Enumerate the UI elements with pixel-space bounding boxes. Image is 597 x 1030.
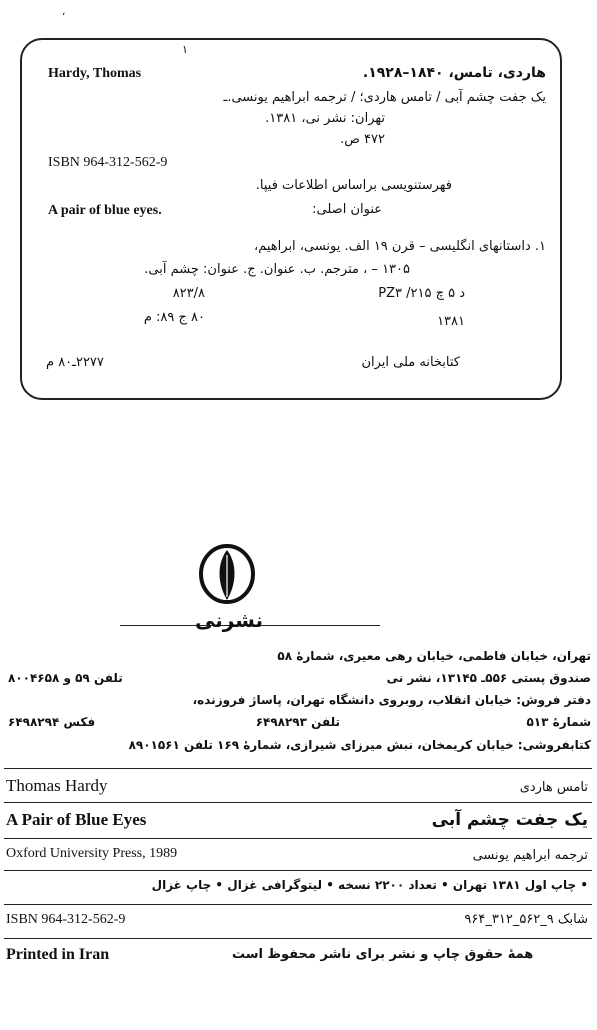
card-class-year: ۱۳۸۱ bbox=[437, 314, 465, 329]
translator-fa: ترجمه ابراهیم یونسی bbox=[472, 848, 588, 863]
publisher-address-2: صندوق پستی ۵۵۶ـ ۱۳۱۴۵، نشر نی bbox=[386, 671, 591, 685]
divider bbox=[4, 870, 592, 871]
card-library-name: کتابخانه ملی ایران bbox=[361, 355, 460, 370]
title-fa: یک جفت چشم آبی bbox=[431, 810, 588, 830]
card-isbn: ISBN 964-312-562-9 bbox=[48, 155, 168, 170]
card-library-number: ۲۲۷۷ـ۸۰ م bbox=[46, 355, 104, 370]
divider bbox=[4, 802, 592, 803]
imprint-author-row bbox=[4, 776, 592, 800]
isbn-en: ISBN 964-312-562-9 bbox=[6, 912, 126, 927]
card-title-fa: یک جفت چشم آبی / تامس هاردی؛ / ترجمه ابراهیم یونسی.ـ bbox=[223, 90, 546, 105]
card-class-suffix: ۸۰ ج ۸۹: م bbox=[143, 310, 205, 325]
catalog-card bbox=[20, 38, 562, 400]
printed-in-en: Printed in Iran bbox=[6, 946, 110, 963]
author-en: Thomas Hardy bbox=[6, 776, 108, 795]
publisher-fax: فکس ۶۴۹۸۲۹۴ bbox=[8, 715, 96, 729]
stray-mark: ، bbox=[62, 7, 66, 18]
author-fa: تامس هاردی bbox=[519, 780, 588, 795]
publisher-phone-1: تلفن ۵۹ و ۸۰۰۴۶۵۸ bbox=[8, 671, 123, 685]
isbn-fa: شابک ۹_۵۶۲_۳۱۲_۹۶۴ bbox=[464, 912, 588, 927]
publisher-address-1: تهران، خیابان فاطمی، خیابان رهی معیری، شمارهٔ ۵۸ bbox=[277, 649, 591, 663]
card-cip-note-fa: فهرستنویسی براساس اطلاعات فیپا. bbox=[255, 178, 452, 193]
imprint-print-row bbox=[4, 878, 592, 900]
card-original-title-label-fa: عنوان اصلی: bbox=[312, 202, 382, 217]
publisher-bookstore: کتابفروشی: خیابان کریمخان، نبش میرزای شیرازی، شمارهٔ ۱۶۹ تلفن ۸۹۰۱۵۶۱ bbox=[128, 738, 591, 752]
publisher-name: نشرنی bbox=[195, 608, 264, 632]
imprint-translator-row bbox=[4, 846, 592, 868]
publisher-sales-phone: تلفن ۶۴۹۸۲۹۳ bbox=[255, 715, 340, 729]
imprint-rights-row bbox=[4, 946, 592, 968]
divider bbox=[4, 938, 592, 939]
card-publication-fa: تهران: نشر نی، ۱۳۸۱. bbox=[265, 111, 385, 126]
divider bbox=[4, 838, 592, 839]
print-info-fa: • چاپ اول ۱۳۸۱ تهران • تعداد ۲۲۰۰ نسخه • لیتوگرافی غزال • چاپ غزال bbox=[151, 878, 588, 892]
original-publisher-en: Oxford University Press, 1989 bbox=[6, 846, 178, 861]
publisher-logo-icon bbox=[198, 543, 256, 605]
card-pages-fa: ۴۷۲ ص. bbox=[340, 132, 385, 147]
card-lc-number: PZ۳ /۲۱۵ د ۵ چ bbox=[378, 286, 465, 301]
title-en: A Pair of Blue Eyes bbox=[6, 810, 147, 829]
card-top-mark: ۱ bbox=[182, 43, 188, 56]
publisher-sales-office: دفتر فروش: خیابان انقلاب، روبروی دانشگاه تهران، پاساژ فروزنده، bbox=[192, 693, 591, 707]
rights-fa: همهٔ حقوق چاپ و نشر برای ناشر محفوظ است bbox=[232, 947, 534, 962]
imprint-title-row bbox=[4, 810, 592, 836]
divider bbox=[4, 904, 592, 905]
card-original-title-en: A pair of blue eyes. bbox=[48, 203, 162, 218]
imprint-isbn-row bbox=[4, 912, 592, 934]
card-author-fa: هاردی، تامس، ۱۸۴۰–۱۹۲۸. bbox=[362, 65, 546, 81]
publisher-brand bbox=[120, 608, 380, 634]
card-author-en: Hardy, Thomas bbox=[48, 66, 142, 81]
divider bbox=[4, 768, 592, 769]
card-subject-line-1: ۱. داستانهای انگلیسی – قرن ۱۹ الف. یونسی، ابراهیم، bbox=[254, 239, 546, 254]
card-dewey-number: ۸۲۳/۸ bbox=[172, 286, 205, 301]
publisher-sales-number: شمارهٔ ۵۱۳ bbox=[526, 715, 591, 729]
card-subject-line-2: ۱۳۰۵ – ، مترجم. ب. عنوان. ج. عنوان: چشم آبی. bbox=[144, 262, 410, 277]
